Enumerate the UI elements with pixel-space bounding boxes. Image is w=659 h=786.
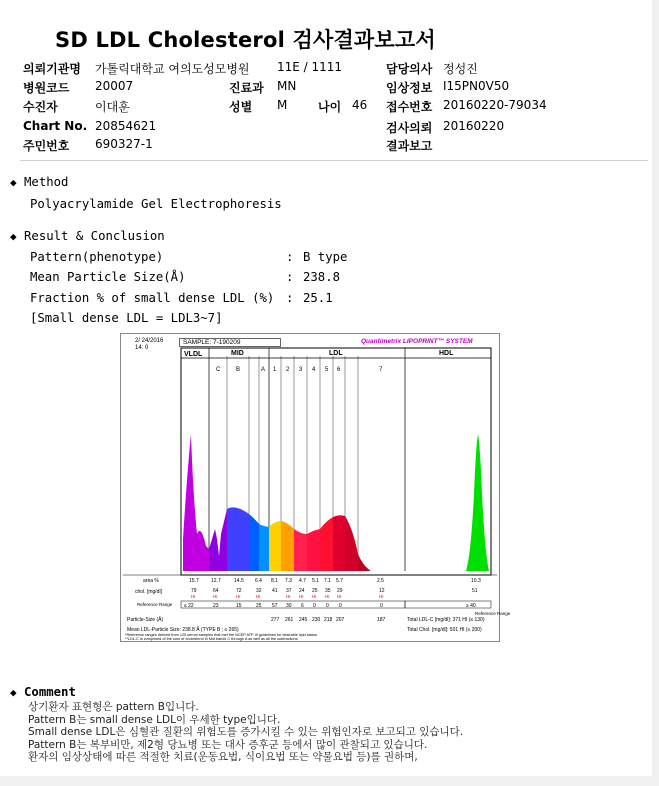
group-label-hdl: HDL: [439, 350, 454, 357]
result-note: [Small dense LDL = LDL3~7]: [30, 311, 223, 325]
comment-heading: [10, 685, 76, 699]
svg-text:25: 25: [256, 603, 262, 609]
ward-value: 11E / 1111: [277, 60, 343, 74]
band-label-4: 4: [312, 367, 316, 373]
patient-value: 이대훈: [95, 100, 130, 114]
group-label-mid: MID: [231, 350, 244, 357]
band-label-7: 7: [379, 367, 383, 373]
comment-heading-text: Comment: [24, 685, 76, 699]
sex-value: M: [277, 98, 288, 112]
band-label-6: 6: [337, 367, 341, 373]
svg-text:72: 72: [236, 588, 242, 594]
svg-text:6.4: 6.4: [255, 578, 262, 584]
patient-label: 수진자: [23, 100, 58, 114]
result-sep: :: [286, 291, 294, 305]
ldl5-peak: [320, 517, 333, 571]
result-label-fraction: Fraction % of small dense LDL (%): [30, 291, 275, 305]
method-heading: [10, 175, 68, 189]
svg-text:0: 0: [313, 603, 316, 609]
band-label-b: B: [236, 367, 241, 373]
svg-text:12.7: 12.7: [211, 578, 221, 584]
svg-text:5.7: 5.7: [336, 578, 343, 584]
footnote-2: **LDL-C is comprised of the sum of cholesterol in Mid bands C through A as well as all the subfractions: [125, 637, 298, 641]
chart-no-label: Chart No.: [23, 119, 88, 133]
result-value-particle-size: 238.8: [303, 270, 341, 284]
result-heading: [10, 229, 165, 243]
hdl-peak: [466, 434, 489, 571]
ssn-label: 주민번호: [23, 139, 70, 153]
svg-text:0: 0: [326, 603, 329, 609]
svg-text:2.5: 2.5: [377, 578, 384, 584]
band-b-peak: [227, 507, 249, 571]
result-label-particle-size: Mean Particle Size(Å): [30, 270, 186, 284]
total-ldl: Total LDL-C [mg/dl]: 371 HI (≤ 130): [407, 617, 485, 623]
svg-text:4.7: 4.7: [299, 578, 306, 584]
svg-text:79: 79: [191, 588, 197, 594]
band-c-peak: [209, 509, 227, 571]
svg-text:HI: HI: [256, 594, 261, 599]
ldl7-tail: [358, 554, 371, 571]
svg-text:HI: HI: [312, 594, 317, 599]
chol-values: [191, 588, 478, 594]
svg-text:HI: HI: [191, 594, 196, 599]
result-sep: :: [286, 270, 294, 284]
ldl3-peak: [294, 529, 307, 571]
lipoprint-chart: [120, 333, 511, 642]
ssn-value: 690327-1: [95, 137, 153, 151]
svg-text:6: 6: [301, 603, 304, 609]
svg-text:HI: HI: [236, 594, 241, 599]
hospital-code-value: 20007: [95, 79, 134, 93]
row-label-ref: Reference Range: [137, 602, 173, 607]
sex-label: 성별: [229, 100, 253, 114]
svg-text:HI: HI: [325, 594, 330, 599]
total-chol: Total Chol. [mg/dl]: 501 HI (≤ 200): [407, 627, 482, 633]
svg-text:64: 64: [213, 588, 219, 594]
svg-text:277: 277: [271, 617, 280, 623]
ldl7-peak: [345, 516, 358, 571]
method-text: Polyacrylamide Gel Electrophoresis: [30, 197, 282, 211]
svg-text:207: 207: [336, 617, 345, 623]
ldl6-peak: [333, 515, 345, 571]
svg-text:29: 29: [337, 588, 343, 594]
result-value-fraction: 25.1: [303, 291, 333, 305]
svg-text:12: 12: [379, 588, 385, 594]
chol-flags: [191, 594, 384, 599]
dept-value: MN: [277, 79, 297, 93]
svg-text:HI: HI: [213, 594, 218, 599]
svg-text:51: 51: [472, 588, 478, 594]
comment-line-1: 상기환자 표현형은 pattern B입니다.: [28, 701, 199, 713]
svg-text:5.1: 5.1: [312, 578, 319, 584]
svg-text:≥ 40: ≥ 40: [466, 603, 476, 609]
reference-box-hdl: [405, 601, 491, 608]
svg-text:HI: HI: [299, 594, 304, 599]
svg-text:7.3: 7.3: [285, 578, 292, 584]
svg-text:7.1: 7.1: [324, 578, 331, 584]
svg-text:0: 0: [339, 603, 342, 609]
svg-text:218: 218: [324, 617, 333, 623]
svg-text:15.7: 15.7: [189, 578, 199, 584]
svg-text:37: 37: [286, 588, 292, 594]
svg-text:187: 187: [377, 617, 386, 623]
lipoprint-date: 2/ 24/2016: [135, 338, 164, 344]
comment-line-3: Small dense LDL은 심혈관 질환의 위험도를 증가시킬 수 있는 위험인자로 보고되고 있습니다.: [28, 726, 464, 738]
band-label-2: 2: [286, 367, 290, 373]
svg-text:14.5: 14.5: [234, 578, 244, 584]
svg-text:57: 57: [272, 603, 278, 609]
ldl1-peak: [269, 521, 281, 571]
diamond-bullet-icon: ◆: [10, 176, 17, 189]
row-label-mean: Mean LDL-Particle Size: 238.8 Å (TYPE B ; ≤ 265): [127, 627, 239, 633]
doctor-label: 담당의사: [386, 62, 433, 76]
report-title: SD LDL Cholesterol 검사결과보고서: [55, 28, 436, 52]
svg-text:10.3: 10.3: [471, 578, 481, 584]
svg-text:HI: HI: [379, 594, 384, 599]
svg-text:30: 30: [286, 603, 292, 609]
age-label: 나이: [318, 100, 342, 114]
report-label: 결과보고: [386, 139, 433, 153]
clinical-value: I15PN0V50: [443, 79, 510, 93]
svg-text:32: 32: [256, 588, 262, 594]
svg-text:245: 245: [299, 617, 308, 623]
chart-no-value: 20854621: [95, 119, 157, 133]
diamond-bullet-icon: ◆: [10, 686, 17, 699]
row-label-chol: chol. [mg/dl]: [135, 589, 162, 595]
lipoprint-time: 14: 0: [135, 345, 149, 351]
svg-text:HI: HI: [337, 594, 342, 599]
band-label-c: C: [216, 367, 221, 373]
lipoprint-electrophoresis-svg: [121, 334, 511, 641]
comment-line-2: Pattern B는 small dense LDL이 우세한 type입니다.: [28, 714, 281, 726]
band-label-5: 5: [325, 367, 329, 373]
result-value-pattern: B type: [303, 250, 348, 264]
lipoprint-sample: SAMPLE: 7-190209: [179, 338, 281, 347]
hospital-code-label: 병원코드: [23, 81, 70, 95]
dept-label: 진료과: [229, 81, 264, 95]
result-heading-text: Result & Conclusion: [24, 229, 165, 243]
diamond-bullet-icon: ◆: [10, 230, 17, 243]
svg-text:24: 24: [299, 588, 305, 594]
band-a2-peak: [259, 524, 269, 571]
comment-line-5: 환자의 임상상태에 따른 적절한 치료(운동요법, 식이요법 또는 약물요법 등)를 권하며,: [28, 751, 418, 763]
band-label-1: 1: [273, 367, 277, 373]
row-label-area: area %: [143, 578, 159, 584]
receipt-value: 20160220-79034: [443, 98, 547, 112]
ldl4-peak: [307, 529, 320, 571]
svg-text:35: 35: [325, 588, 331, 594]
request-date-label: 검사의뢰: [386, 121, 433, 135]
institution-value: 가톨릭대학교 여의도성모병원: [95, 62, 250, 76]
group-label-vldl: VLDL: [184, 351, 203, 358]
band-label-3: 3: [299, 367, 303, 373]
result-sep: :: [286, 250, 294, 264]
request-date-value: 20160220: [443, 119, 505, 133]
svg-text:15: 15: [236, 603, 242, 609]
svg-text:0: 0: [380, 603, 383, 609]
svg-text:23: 23: [213, 603, 219, 609]
area-values: [189, 578, 481, 584]
svg-text:8.1: 8.1: [271, 578, 278, 584]
footnote-1: *Reference ranges derived from 125 serum samples that met the NCEP ATP III guidelines for desirable lipid status: [125, 633, 317, 637]
svg-text:261: 261: [285, 617, 294, 623]
doctor-value: 정성진: [443, 62, 478, 76]
result-label-pattern: Pattern(phenotype): [30, 250, 164, 264]
svg-text:25: 25: [312, 588, 318, 594]
svg-text:230: 230: [312, 617, 321, 623]
band-label-a: A: [261, 367, 266, 373]
institution-label: 의뢰기관명: [23, 62, 81, 76]
group-label-ldl: LDL: [329, 350, 343, 357]
receipt-label: 접수번호: [386, 100, 433, 114]
svg-text:41: 41: [272, 588, 278, 594]
comment-line-4: Pattern B는 복부비만, 제2형 당뇨병 또는 대사 증후군 등에서 많이 관찰되고 있습니다.: [28, 739, 428, 751]
band-a-peak: [249, 514, 259, 571]
svg-text:HI: HI: [286, 594, 291, 599]
svg-text:≤ 22: ≤ 22: [184, 603, 194, 609]
method-heading-text: Method: [24, 175, 69, 189]
header-divider: [20, 160, 648, 161]
age-value: 46: [352, 98, 368, 112]
clinical-label: 임상정보: [386, 81, 433, 95]
row-label-particle: Particle-Size (Å): [127, 617, 164, 623]
ref-range-right: Reference Range: [475, 611, 511, 616]
particle-values: [271, 617, 386, 623]
vldl-peak: [183, 434, 209, 571]
lipoprint-brand: Quantimetrix LIPOPRINT™ SYSTEM: [361, 338, 473, 345]
ldl2-peak: [281, 521, 294, 571]
